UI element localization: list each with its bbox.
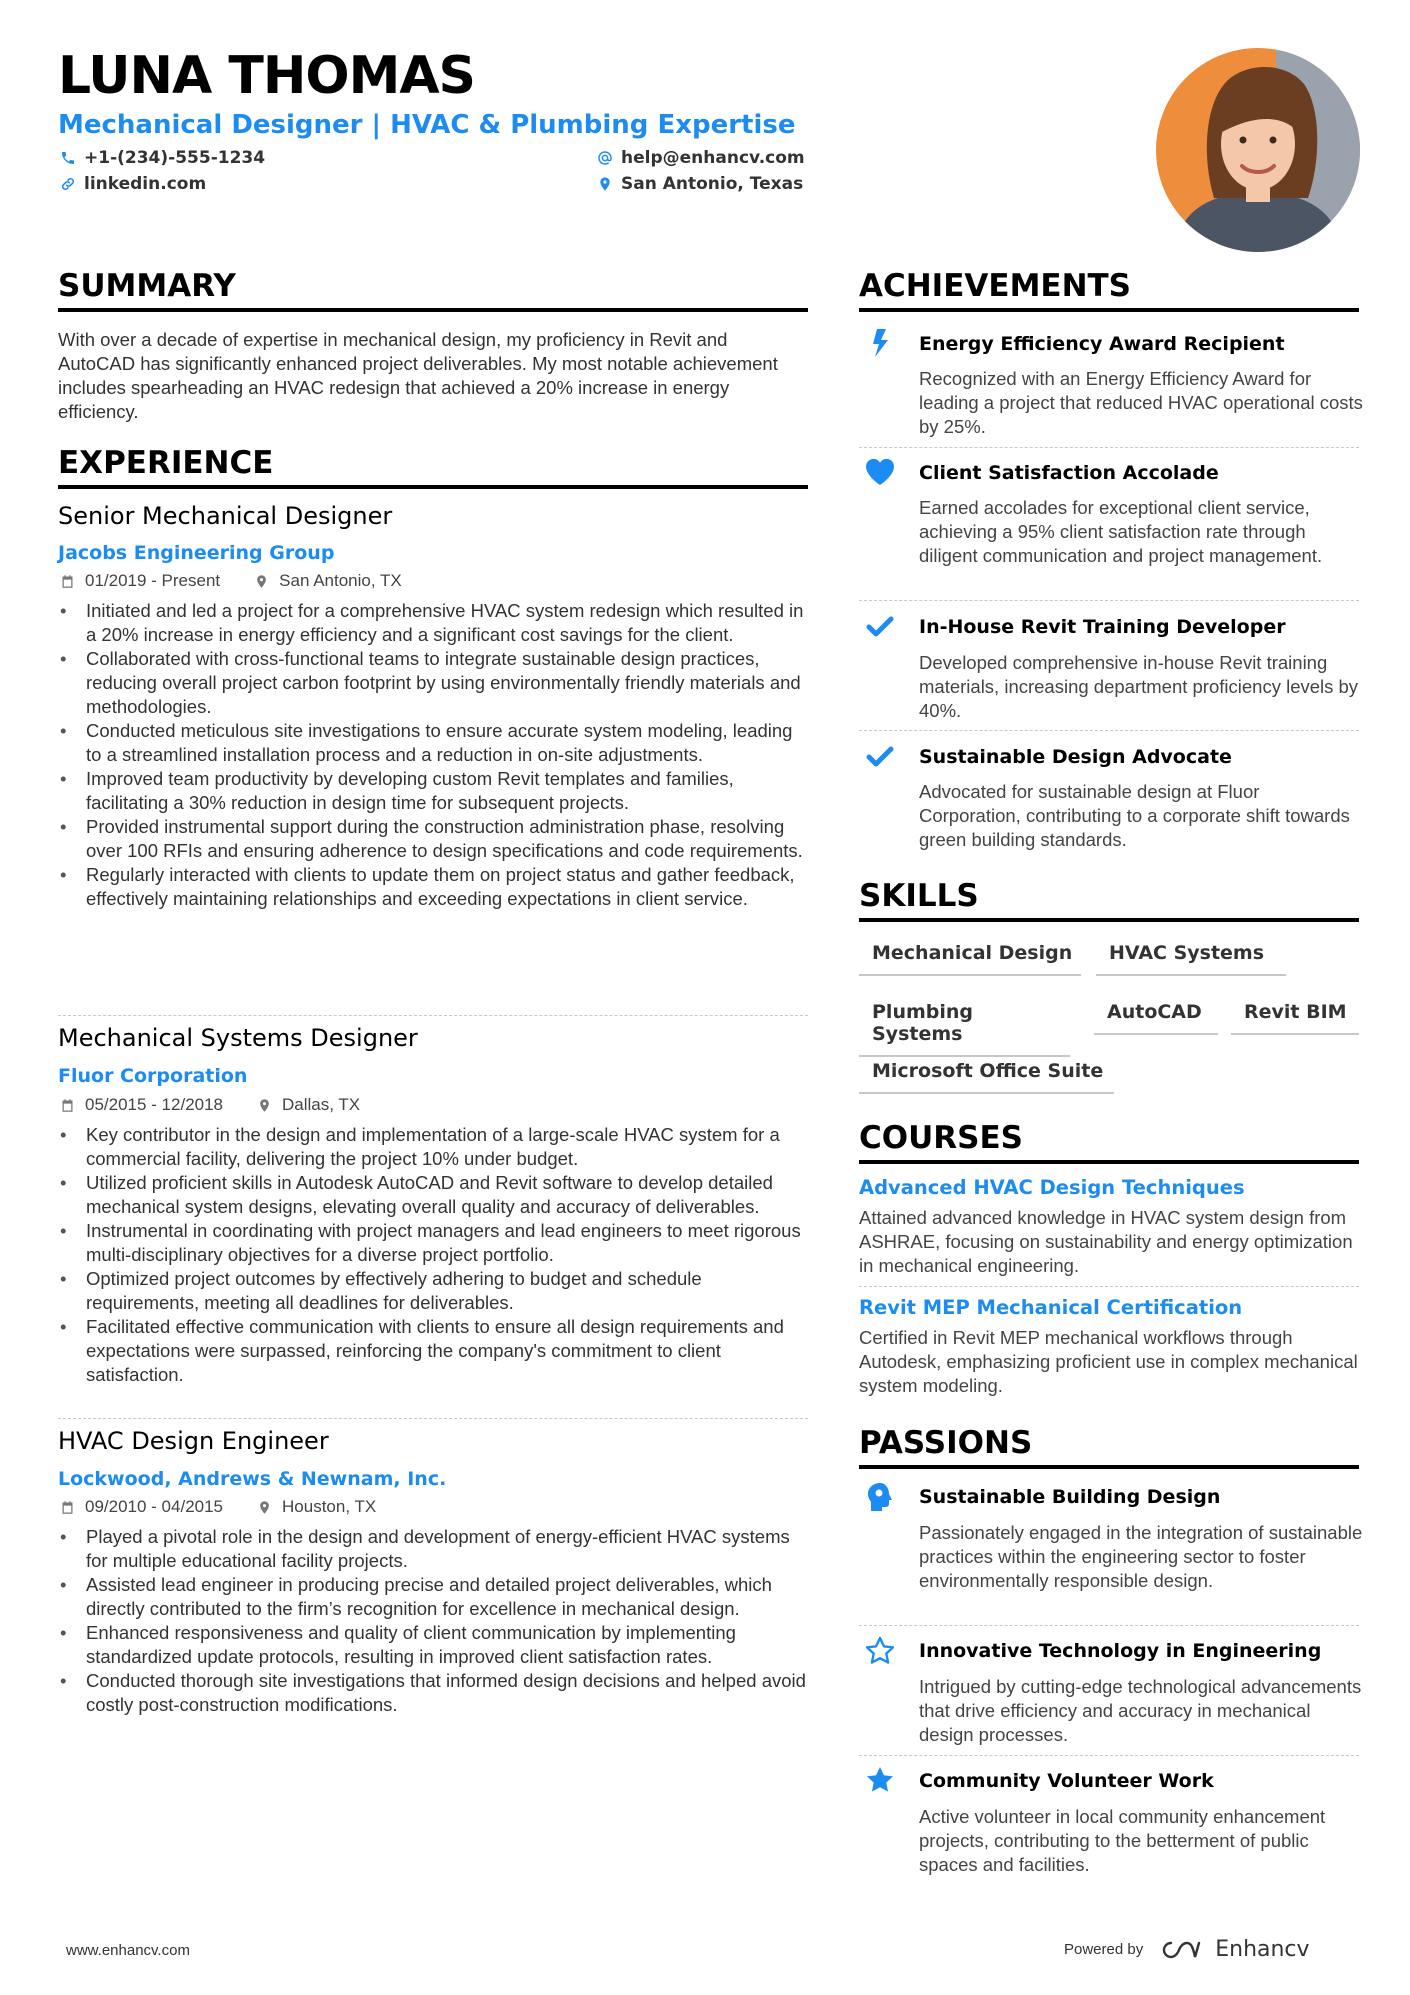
job-dates: 01/2019 - Present xyxy=(85,571,221,590)
list-item: • Assisted lead engineer in producing precise and detailed project deliverables, which directly contributed to the firm’s recognition for excellence in mechanical design. xyxy=(58,1573,808,1621)
candidate-name: LUNA THOMAS xyxy=(58,46,476,106)
job-bullets xyxy=(58,599,808,911)
contact-location xyxy=(597,174,803,194)
skills-heading: SKILLS xyxy=(859,878,1359,922)
footer-branding xyxy=(1064,1937,1310,1962)
location-pin-icon xyxy=(257,1500,272,1515)
course-desc: Certified in Revit MEP mechanical workflows through Autodesk, emphasizing proficient use in complex mechanical system modeling. xyxy=(859,1327,1358,1396)
divider xyxy=(58,1015,808,1016)
list-item: • Initiated and led a project for a comprehensive HVAC system redesign which resulted in a 20% increase in energy efficiency and a significant cost savings for the client. xyxy=(58,599,808,647)
list-item: • Optimized project outcomes by effectively adhering to budget and schedule requirements, meeting all deadlines for deliverables. xyxy=(58,1267,808,1315)
job-location: San Antonio, TX xyxy=(279,571,402,590)
divider xyxy=(58,1418,808,1419)
achievement-title: Sustainable Design Advocate xyxy=(919,746,1232,768)
divider xyxy=(859,1625,1359,1626)
courses-heading: COURSES xyxy=(859,1120,1359,1164)
list-item: • Provided instrumental support during the construction administration phase, resolving over 100 RFIs and ensuring adherence to design specifications and code requirements. xyxy=(58,815,808,863)
achievement-title: Client Satisfaction Accolade xyxy=(919,462,1219,484)
job-meta xyxy=(60,571,402,591)
contact-email[interactable] xyxy=(597,148,805,168)
contact-phone xyxy=(60,148,265,168)
skill-tag: Plumbing Systems xyxy=(859,1001,1070,1057)
list-item: • Improved team productivity by developing custom Revit templates and families, facilitating a 30% reduction in design time for subsequent projects. xyxy=(58,767,808,815)
passion-desc: Passionately engaged in the integration of sustainable practices within the engineering sector to foster environmentally responsible design. xyxy=(919,1522,1363,1591)
job-company: Lockwood, Andrews & Newnam, Inc. xyxy=(58,1468,447,1490)
summary-heading: SUMMARY xyxy=(58,268,808,312)
location-pin-icon xyxy=(597,176,613,192)
linkedin-text[interactable]: linkedin.com xyxy=(84,174,207,194)
divider xyxy=(859,447,1359,448)
brand-name: Enhancv xyxy=(1215,1937,1310,1962)
location-pin-icon xyxy=(257,1098,272,1113)
passions-heading: PASSIONS xyxy=(859,1425,1359,1469)
achievement-title: In-House Revit Training Developer xyxy=(919,616,1286,638)
achievement-desc: Recognized with an Energy Efficiency Award for leading a project that reduced HVAC operational costs by 25%. xyxy=(919,368,1363,437)
divider xyxy=(859,1755,1359,1756)
achievements-heading: ACHIEVEMENTS xyxy=(859,268,1359,312)
check-icon xyxy=(864,740,896,772)
at-icon xyxy=(597,150,613,166)
star-outline-icon xyxy=(864,1635,896,1667)
divider xyxy=(859,730,1359,731)
summary-text: With over a decade of expertise in mechanical design, my proficiency in Revit and AutoCAD has significantly enhanced project deliverables. My most notable achievement includes spearheading an HVAC redesign that achieved a 20% increase in energy efficiency. xyxy=(58,329,778,422)
location-pin-icon xyxy=(254,574,269,589)
calendar-icon xyxy=(60,1098,75,1113)
profile-photo xyxy=(1156,48,1360,252)
job-role: Mechanical Systems Designer xyxy=(58,1024,418,1052)
skill-tag: HVAC Systems xyxy=(1096,942,1286,976)
head-icon xyxy=(864,1481,896,1513)
skill-tag: Revit BIM xyxy=(1231,1001,1359,1035)
divider xyxy=(859,1286,1359,1287)
star-filled-icon xyxy=(864,1764,896,1796)
course-desc: Attained advanced knowledge in HVAC system design from ASHRAE, focusing on sustainability and energy optimization in mechanical engineering. xyxy=(859,1207,1353,1276)
job-role: Senior Mechanical Designer xyxy=(58,502,393,530)
job-location: Houston, TX xyxy=(282,1497,377,1516)
passion-title: Innovative Technology in Engineering xyxy=(919,1640,1322,1662)
skill-tag: AutoCAD xyxy=(1094,1001,1218,1035)
calendar-icon xyxy=(60,1500,75,1515)
list-item: • Played a pivotal role in the design and development of energy-efficient HVAC systems for multiple educational facility projects. xyxy=(58,1525,808,1573)
achievement-title: Energy Efficiency Award Recipient xyxy=(919,333,1285,355)
calendar-icon xyxy=(60,574,75,589)
list-item: • Enhanced responsiveness and quality of client communication by implementing standardized update protocols, resulting in improved client satisfaction rates. xyxy=(58,1621,808,1669)
divider xyxy=(859,600,1359,601)
course-title: Advanced HVAC Design Techniques xyxy=(859,1176,1245,1199)
phone-icon xyxy=(60,150,76,166)
enhancv-logo-icon xyxy=(1157,1938,1201,1962)
list-item: • Regularly interacted with clients to update them on project status and gather feedback, effectively maintaining relationships and exceeding expectations in client service. xyxy=(58,863,808,911)
job-meta xyxy=(60,1095,360,1115)
footer-website[interactable]: www.enhancv.com xyxy=(66,1942,190,1959)
list-item: • Conducted meticulous site investigations to ensure accurate system modeling, leading to a streamlined installation process and a reduction in on-site adjustments. xyxy=(58,719,808,767)
passion-desc: Active volunteer in local community enhancement projects, contributing to the betterment of public spaces and facilities. xyxy=(919,1806,1326,1875)
course-title: Revit MEP Mechanical Certification xyxy=(859,1296,1243,1319)
email-text[interactable]: help@enhancv.com xyxy=(621,148,805,168)
check-icon xyxy=(864,610,896,642)
job-dates: 09/2010 - 04/2015 xyxy=(85,1497,224,1516)
achievement-desc: Advocated for sustainable design at Fluor Corporation, contributing to a corporate shift towards green building standards. xyxy=(919,781,1350,850)
job-meta xyxy=(60,1497,376,1517)
candidate-title: Mechanical Designer | HVAC & Plumbing Expertise xyxy=(58,110,796,140)
list-item: • Key contributor in the design and implementation of a large-scale HVAC system for a commercial facility, delivering the project 10% under budget. xyxy=(58,1123,808,1171)
experience-heading: EXPERIENCE xyxy=(58,445,808,489)
list-item: • Utilized proficient skills in Autodesk AutoCAD and Revit software to develop detailed mechanical system designs, elevating overall quality and accuracy of deliverables. xyxy=(58,1171,808,1219)
achievement-desc: Developed comprehensive in-house Revit training materials, increasing department proficiency levels by 40%. xyxy=(919,652,1359,721)
list-item: • Instrumental in coordinating with project managers and lead engineers to meet rigorous multi-disciplinary objectives for a diverse project portfolio. xyxy=(58,1219,808,1267)
powered-by-text: Powered by xyxy=(1064,1941,1144,1958)
list-item: • Conducted thorough site investigations that informed design decisions and helped avoid costly post-construction modifications. xyxy=(58,1669,808,1717)
job-bullets xyxy=(58,1525,808,1717)
contact-linkedin[interactable] xyxy=(60,174,206,194)
list-item: • Collaborated with cross-functional teams to integrate sustainable design practices, reducing overall project carbon footprint by using environmentally friendly materials and methodologies. xyxy=(58,647,808,719)
phone-text: +1-(234)-555-1234 xyxy=(84,148,266,168)
passion-title: Community Volunteer Work xyxy=(919,1770,1214,1792)
achievement-desc: Earned accolades for exceptional client service, achieving a 95% client satisfaction rate through diligent communication and project management. xyxy=(919,497,1323,566)
passion-title: Sustainable Building Design xyxy=(919,1486,1221,1508)
location-text: San Antonio, Texas xyxy=(621,174,804,194)
job-company: Jacobs Engineering Group xyxy=(58,542,335,564)
job-dates: 05/2015 - 12/2018 xyxy=(85,1095,224,1114)
list-item: • Facilitated effective communication with clients to ensure all design requirements and expectations were surpassed, reinforcing the company's commitment to client satisfaction. xyxy=(58,1315,808,1387)
job-company: Fluor Corporation xyxy=(58,1065,248,1087)
skill-tag: Mechanical Design xyxy=(859,942,1081,976)
job-role: HVAC Design Engineer xyxy=(58,1427,329,1455)
job-location: Dallas, TX xyxy=(282,1095,361,1114)
heart-icon xyxy=(864,456,896,488)
passion-desc: Intrigued by cutting-edge technological advancements that drive efficiency and accuracy in mechanical design processes. xyxy=(919,1676,1362,1745)
job-bullets xyxy=(58,1123,808,1387)
lightning-icon xyxy=(864,327,896,359)
link-icon xyxy=(60,176,76,192)
skill-tag: Microsoft Office Suite xyxy=(859,1060,1114,1094)
